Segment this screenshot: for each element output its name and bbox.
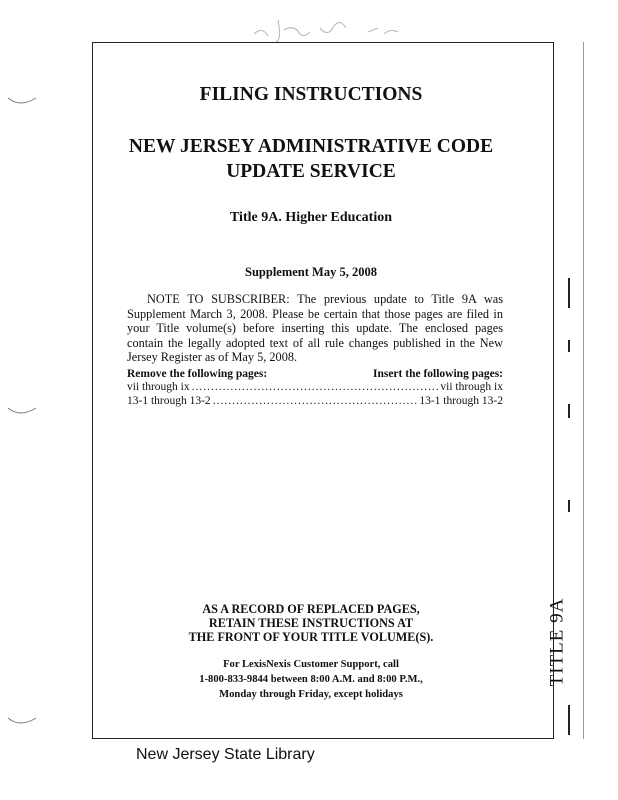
margin-tick [568,278,570,308]
record-notice-line: AS A RECORD OF REPLACED PAGES, [202,602,420,616]
support-line: Monday through Friday, except holidays [219,689,403,700]
insert-pages-cell: vii through ix [440,381,503,394]
leader-dots [213,395,418,408]
margin-tick [568,500,570,512]
remove-pages-cell: vii through ix [127,381,190,394]
code-title-line: UPDATE SERVICE [226,161,396,182]
code-title-line: NEW JERSEY ADMINISTRATIVE CODE [128,136,494,157]
record-notice-line: RETAIN THESE INSTRUCTIONS AT [208,616,414,630]
handwritten-scribble [250,12,410,46]
margin-tick [568,705,570,735]
remove-pages-cell: 13-1 through 13-2 [127,394,211,407]
title-name: Title 9A. Higher Education [229,210,393,225]
remove-pages-header: Remove the following pages: [127,368,268,380]
insert-pages-header: Insert the following pages: [372,368,503,380]
record-notice [92,602,530,644]
title-tab-label: TITLE 9A [546,597,568,687]
binder-hole-mark-middle [6,404,38,418]
table-row [127,381,503,394]
supplement-date: Supplement May 5, 2008 [245,265,377,279]
pages-table [127,368,503,408]
insert-pages-cell: 13-1 through 13-2 [419,394,503,407]
margin-tick [568,340,570,352]
record-notice-line: THE FRONT OF YOUR TITLE VOLUME(S). [188,630,434,644]
title-tab [526,594,588,690]
customer-support-info [92,657,530,702]
margin-tick [568,404,570,418]
binder-hole-mark-bottom [6,714,38,728]
page-title: FILING INSTRUCTIONS [199,84,423,105]
subscriber-note: NOTE TO SUBSCRIBER: The previous update to Title 9A was Supplement March 3, 2008. Please be certain that those pages are filed in your Title volume(s) before inserting this update. The enclosed pages contain the legally adopted text of all rule changes published in the New Jersey Register as of May 5, 2008. [127,292,503,365]
table-row [127,395,503,408]
support-line: For LexisNexis Customer Support, call [223,659,399,670]
code-title [92,134,530,184]
binder-hole-mark-top [6,94,38,108]
leader-dots [192,381,439,394]
support-line: 1-800-833-9844 between 8:00 A.M. and 8:00 P.M., [199,674,423,685]
pages-table-header [127,368,503,381]
library-footer: New Jersey State Library [136,746,315,763]
